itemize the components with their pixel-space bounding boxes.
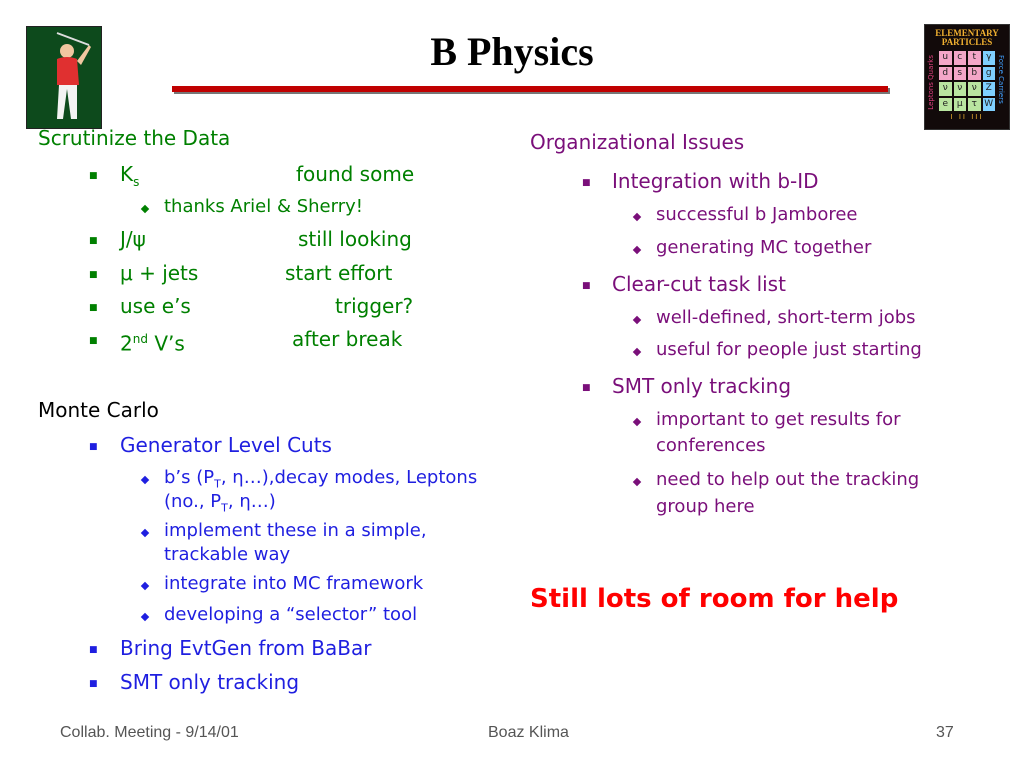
bullet-square: ■ <box>582 383 591 393</box>
mc-sub-bs-cont: (no., $P_T$, η…) <box>164 491 276 515</box>
footer-author: Boaz Klima <box>488 724 569 741</box>
bullet-diamond <box>141 582 149 590</box>
item-electrons-label: use e’s <box>120 294 191 318</box>
particle-cell: ν <box>954 82 967 96</box>
org-useful: useful for people just starting <box>656 339 922 360</box>
poster-title: ELEMENTARY PARTICLES <box>935 28 999 47</box>
poster-generations: I II III <box>950 113 984 121</box>
mc-evtgen: Bring EvtGen from BaBar <box>120 636 372 660</box>
bullet-diamond <box>141 529 149 537</box>
item-mujets-status: start effort <box>285 261 393 285</box>
org-jamboree: successful b Jamboree <box>656 204 858 225</box>
org-smt-tracking: SMT only tracking <box>612 374 792 398</box>
particle-cell: t <box>968 51 981 65</box>
poster-left-label: Leptons Quarks <box>927 55 935 110</box>
mc-sub-selector: developing a “selector” tool <box>164 604 418 625</box>
item-vees-status: after break <box>292 327 403 351</box>
particle-cell: d <box>939 67 952 81</box>
item-ks-status: found some <box>296 162 415 186</box>
particle-grid <box>939 51 995 111</box>
particle-cell: e <box>939 98 952 112</box>
org-important-cont: conferences <box>656 435 766 456</box>
particle-cell: W <box>983 98 996 112</box>
particle-cell: u <box>939 51 952 65</box>
particles-poster <box>924 24 1010 130</box>
org-integration: Integration with b-ID <box>612 169 819 193</box>
item-ks-label: $K_s$ <box>120 162 140 189</box>
item-jpsi-label: J/ψ <box>120 227 146 251</box>
note-thanks: thanks Ariel & Sherry! <box>164 196 363 217</box>
org-important: important to get results for <box>656 409 901 430</box>
particle-cell: ν <box>968 82 981 96</box>
bullet-square: ■ <box>89 303 98 313</box>
poster-right-label: Force Carriers <box>997 55 1005 104</box>
page-number: 37 <box>936 724 954 741</box>
bullet-diamond <box>141 613 149 621</box>
mc-sub-integrate: integrate into MC framework <box>164 573 424 594</box>
bullet-diamond <box>141 205 149 213</box>
item-mujets-label: μ + jets <box>120 261 199 285</box>
particle-cell: s <box>954 67 967 81</box>
bullet-diamond <box>633 418 641 426</box>
org-generating-mc: generating MC together <box>656 237 872 258</box>
bullet-square: ■ <box>89 336 98 346</box>
particle-cell: τ <box>968 98 981 112</box>
callout-help: Still lots of room for help <box>530 584 899 614</box>
particle-cell: c <box>954 51 967 65</box>
bullet-square: ■ <box>89 645 98 655</box>
org-help-tracking-cont: group here <box>656 496 755 517</box>
bullet-square: ■ <box>89 679 98 689</box>
bullet-diamond <box>633 478 641 486</box>
section-scrutinize: Scrutinize the Data <box>38 126 231 150</box>
bullet-square: ■ <box>89 171 98 181</box>
mc-smt-tracking: SMT only tracking <box>120 670 300 694</box>
item-jpsi-status: still looking <box>298 227 412 251</box>
bullet-square: ■ <box>582 178 591 188</box>
org-help-tracking: need to help out the tracking <box>656 469 920 490</box>
bullet-diamond <box>633 246 641 254</box>
particle-cell: ν <box>939 82 952 96</box>
bullet-square: ■ <box>89 270 98 280</box>
section-organizational: Organizational Issues <box>530 130 745 154</box>
bullet-diamond <box>141 476 149 484</box>
section-monte-carlo: Monte Carlo <box>38 398 159 422</box>
bullet-diamond <box>633 213 641 221</box>
particle-cell: b <box>968 67 981 81</box>
particle-cell: μ <box>954 98 967 112</box>
mc-sub-implement-cont: trackable way <box>164 544 291 565</box>
particle-cell: Z <box>983 82 996 96</box>
bullet-square: ■ <box>89 442 98 452</box>
golfer-image <box>26 26 102 129</box>
footer-meeting: Collab. Meeting - 9/14/01 <box>60 724 239 741</box>
bullet-square: ■ <box>582 281 591 291</box>
org-task-list: Clear-cut task list <box>612 272 786 296</box>
particle-cell: γ <box>983 51 996 65</box>
bullet-diamond <box>633 348 641 356</box>
particle-cell: g <box>983 67 996 81</box>
mc-generator-cuts: Generator Level Cuts <box>120 433 332 457</box>
title-underline <box>172 86 888 92</box>
bullet-diamond <box>633 316 641 324</box>
item-vees-label: 2nd V’s <box>120 331 185 356</box>
slide-title: B Physics <box>430 29 594 74</box>
mc-sub-bs: b’s ($P_T$, η…),decay modes, Leptons <box>164 467 478 491</box>
org-well-defined: well-defined, short-term jobs <box>656 307 916 328</box>
bullet-square: ■ <box>89 236 98 246</box>
item-electrons-status: trigger? <box>335 294 414 318</box>
mc-sub-implement: implement these in a simple, <box>164 520 427 541</box>
